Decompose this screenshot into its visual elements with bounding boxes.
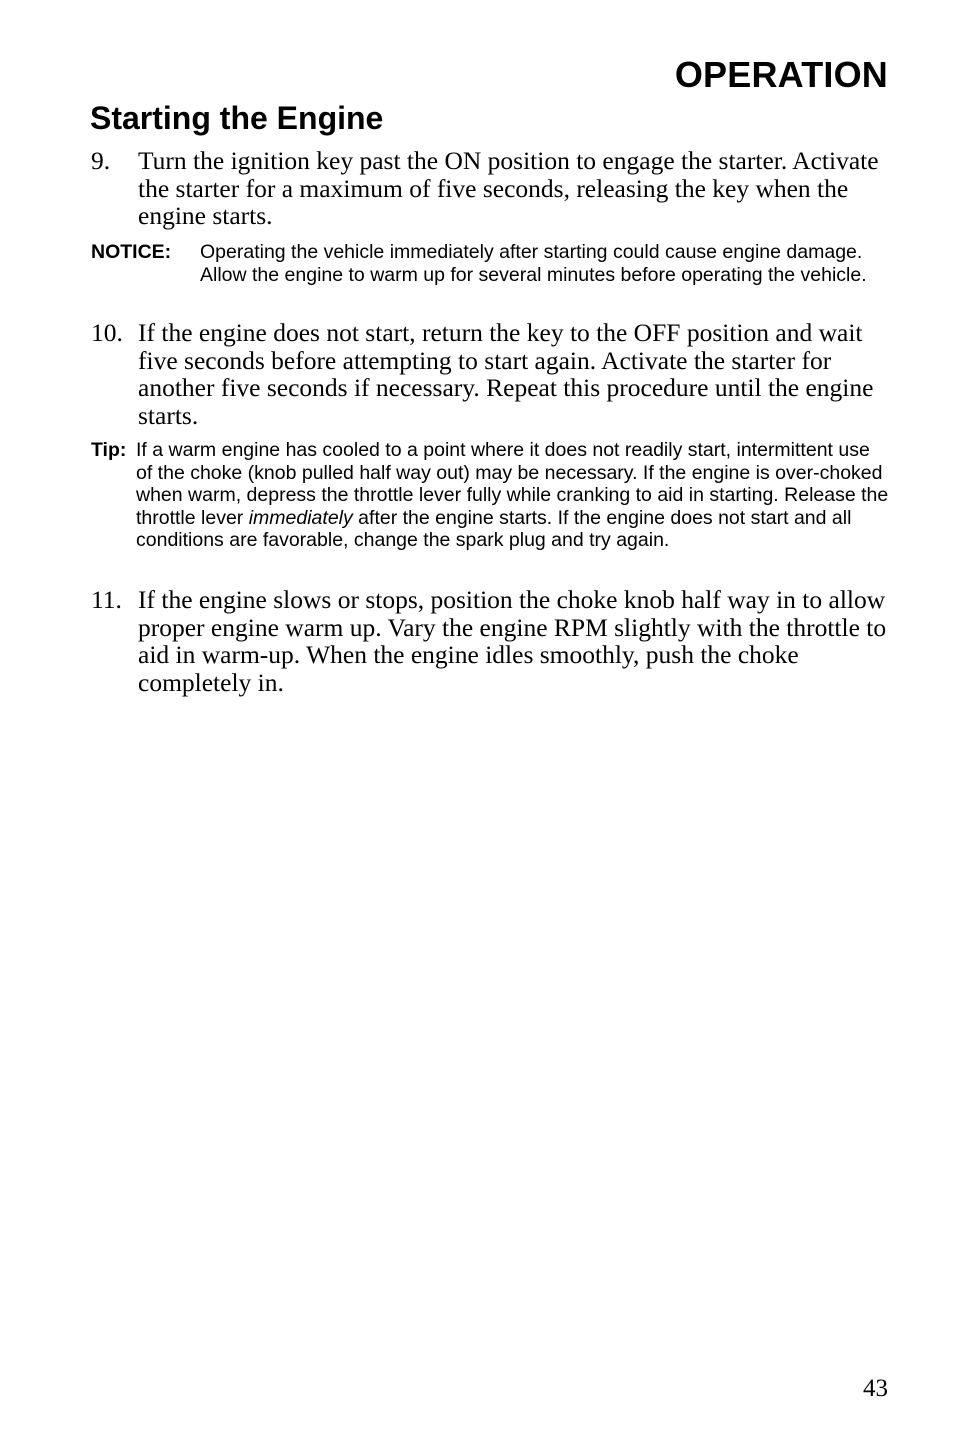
- tip-text-after: after the engine starts. If the engine does not start and all conditions are favorable, change the spark plug and try again.: [136, 506, 852, 552]
- step-number: 9.: [91, 146, 111, 175]
- tip-block: [91, 439, 891, 552]
- step-text: Turn the ignition key past the ON position to engage the starter. Activate the starter for a maximum of five seconds, releasing the key when the engine starts.: [138, 146, 879, 231]
- step-number: 11.: [91, 585, 122, 614]
- step-10: [91, 319, 891, 430]
- tip-emphasis: immediately: [248, 506, 353, 529]
- tip-label: Tip:: [91, 439, 127, 461]
- step-9: [91, 147, 891, 230]
- step-text: If the engine does not start, return the key to the OFF position and wait five seconds before attempting to start again. Activate the starter for another five seconds if necessary. Repeat this procedure until the engine starts.: [138, 318, 874, 431]
- section-header: OPERATION: [674, 54, 888, 95]
- page-title: Starting the Engine: [90, 100, 384, 136]
- notice-block: [91, 241, 891, 286]
- notice-label: NOTICE:: [91, 241, 172, 263]
- page-number: 43: [863, 1375, 888, 1402]
- step-number: 10.: [91, 318, 123, 347]
- tip-text-before: If a warm engine has cooled to a point where it does not readily start, intermittent use of the choke (knob pulled half way out) may be necessary. If the engine is over-choked when warm, depress the throttle lever fully while cranking to aid in starting. Release the throttle lever: [136, 439, 889, 529]
- notice-text: Operating the vehicle immediately after starting could cause engine damage. Allow the engine to warm up for several minutes before operating the vehicle.: [200, 241, 867, 286]
- tip-text: [136, 439, 891, 552]
- step-11: [91, 586, 891, 697]
- step-text: If the engine slows or stops, position the choke knob half way in to allow proper engine warm up. Vary the engine RPM slightly with the throttle to aid in warm-up. When the engine idles smoothly, push the choke completely in.: [138, 585, 887, 698]
